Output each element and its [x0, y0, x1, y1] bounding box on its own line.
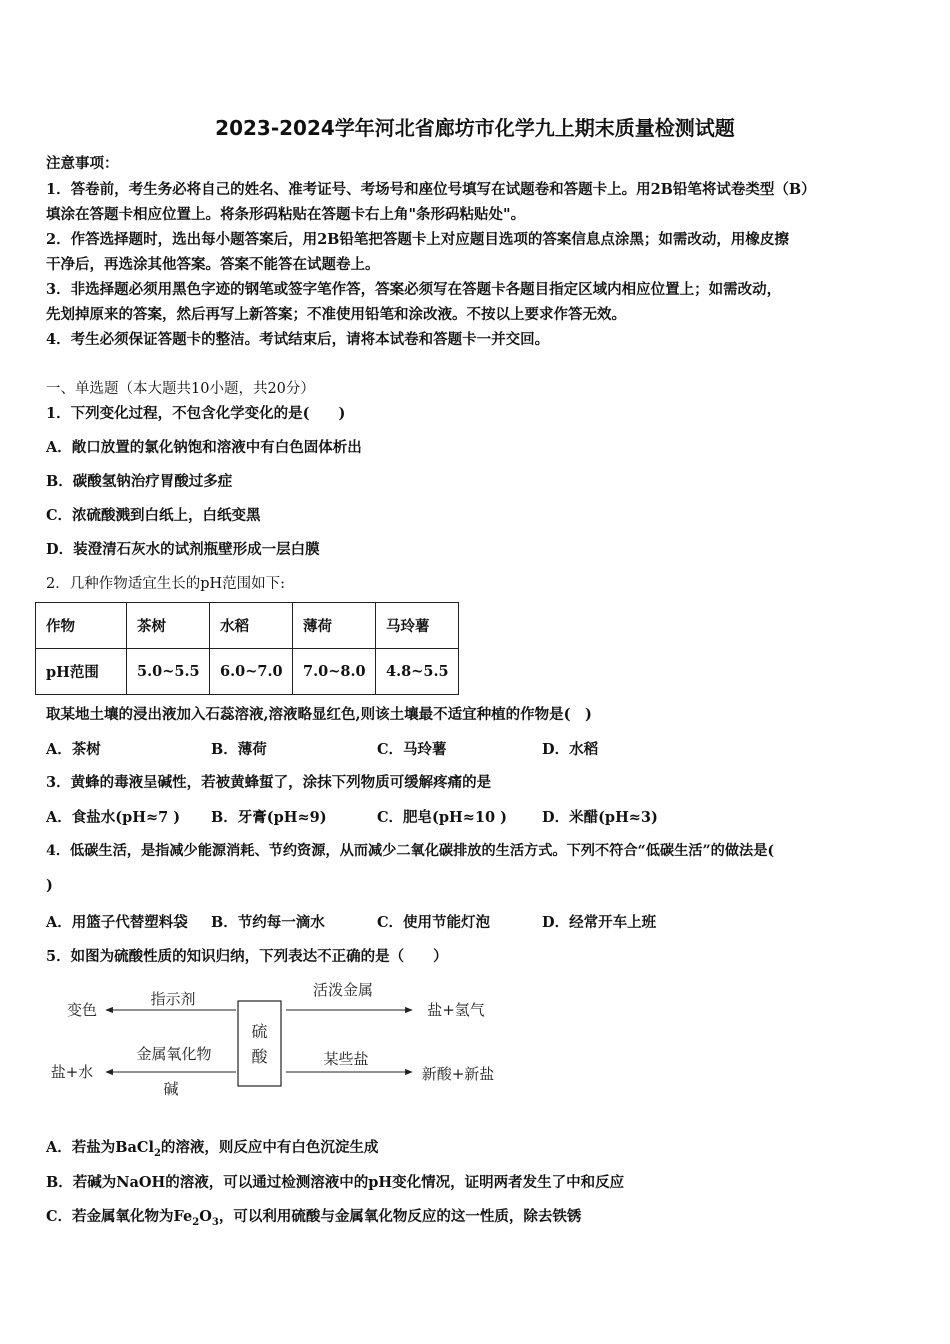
q3-option-b: B．牙膏(pH≈9)	[211, 809, 327, 826]
ph-table	[35, 602, 459, 695]
q1-option-a: A．敞口放置的氯化钠饱和溶液中有白色固体析出	[46, 439, 362, 456]
table-cell: 5.0~5.5	[127, 649, 210, 695]
result-color-change: 变色	[66, 1001, 98, 1019]
q5-option-c-text: O	[199, 1208, 212, 1225]
table-cell: 水稻	[210, 603, 293, 649]
q2-option-c: C．马玲薯	[377, 741, 447, 758]
q4-stem-end: )	[46, 877, 53, 894]
q1-stem: 1．下列变化过程，不包含化学变化的是( )	[46, 405, 346, 422]
table-cell: 6.0~7.0	[210, 649, 293, 695]
q4-option-c: C．使用节能灯泡	[377, 914, 491, 931]
q2-option-d: D．水稻	[542, 741, 599, 758]
notice-line: 3．非选择题必须用黑色字迹的钢笔或签字笔作答，答案必须写在答题卡各题目指定区域内相应位置上；如需改动，	[46, 281, 782, 298]
notice-line: 1．答卷前，考生务必将自己的姓名、准考证号、考场号和座位号填写在试题卷和答题卡上。用2B铅笔将试卷类型（B）	[46, 181, 816, 198]
center-char-2: 酸	[251, 1047, 268, 1066]
table-cell: 马玲薯	[376, 603, 459, 649]
result-salt-hydrogen: 盐+氢气	[427, 1001, 485, 1019]
q1-option-c: C．浓硫酸溅到白纸上，白纸变黑	[46, 507, 261, 524]
q3-stem: 3．黄蜂的毒液呈碱性，若被黄蜂蜇了，涂抹下列物质可缓解疼痛的是	[46, 774, 492, 791]
q2-option-a: A．茶树	[46, 741, 101, 758]
q5-option-c-text: ，可以利用硫酸与金属氧化物反应的这一性质，除去铁锈	[218, 1208, 582, 1225]
center-char-1: 硫	[251, 1022, 268, 1041]
q4-stem: 4．低碳生活，是指减少能源消耗、节约资源，从而减少二氧化碳排放的生活方式。下列不符合“低碳生活”的做法是(	[46, 843, 775, 859]
subscript: 3	[211, 1216, 219, 1228]
q5-option-a-text: 的溶液，则反应中有白色沉淀生成	[160, 1139, 379, 1156]
notice-line: 填涂在答题卡相应位置上。将条形码粘贴在答题卡右上角"条形码粘贴处"。	[46, 206, 526, 223]
section-heading: 一、单选题（本大题共10小题，共20分）	[46, 381, 315, 397]
subscript: 2	[153, 1147, 161, 1159]
label-base: 碱	[163, 1080, 179, 1098]
table-row	[36, 603, 459, 649]
center-box	[238, 1001, 281, 1086]
q3-option-a: A．食盐水(pH≈7 )	[46, 809, 181, 826]
q5-option-c	[46, 1205, 581, 1228]
label-metal-oxide: 金属氧化物	[136, 1045, 212, 1063]
q5-option-c-text: C．若金属氧化物为Fe	[46, 1208, 193, 1225]
result-salt-water: 盐+水	[50, 1063, 94, 1081]
q1-option-d: D．装澄清石灰水的试剂瓶壁形成一层白膜	[46, 541, 320, 558]
q3-option-d: D．米醋(pH≈3)	[542, 809, 658, 826]
q2-stem: 2．几种作物适宜生长的pH范围如下:	[46, 576, 286, 592]
q4-option-a: A．用篮子代替塑料袋	[46, 914, 188, 931]
q4-option-d: D．经常开车上班	[542, 914, 657, 931]
table-cell: 薄荷	[293, 603, 376, 649]
q3-option-c: C．肥皂(pH≈10 )	[377, 809, 507, 826]
notice-line: 先划掉原来的答案，然后再写上新答案；不准使用铅笔和涂改液。不按以上要求作答无效。	[46, 306, 626, 323]
label-indicator: 指示剂	[150, 990, 196, 1008]
q5-option-a	[46, 1136, 378, 1159]
label-active-metal: 活泼金属	[312, 981, 374, 999]
notice-line: 4．考生必须保证答题卡的整洁。考试结束后，请将本试卷和答题卡一并交回。	[46, 331, 550, 348]
q4-option-b: B．节约每一滴水	[211, 914, 325, 931]
table-cell: 茶树	[127, 603, 210, 649]
notice-line: 干净后，再选涂其他答案。答案不能答在试题卷上。	[46, 256, 380, 273]
sulfuric-acid-diagram	[40, 970, 520, 1105]
table-cell: 7.0~8.0	[293, 649, 376, 695]
q2-question: 取某地土壤的浸出液加入石蕊溶液,溶液略显红色,则该土壤最不适宜种植的作物是( )	[46, 706, 592, 723]
q5-option-a-text: A．若盐为BaCl	[46, 1139, 154, 1156]
table-cell: pH范围	[36, 649, 127, 695]
page-title: 2023-2024学年河北省廊坊市化学九上期末质量检测试题	[215, 116, 735, 140]
q5-stem: 5．如图为硫酸性质的知识归纳，下列表达不正确的是（ ）	[46, 948, 448, 965]
table-row	[36, 649, 459, 695]
label-some-salt: 某些盐	[323, 1050, 369, 1068]
q2-option-b: B．薄荷	[211, 741, 267, 758]
notice-heading: 注意事项：	[46, 155, 119, 172]
result-new-acid-salt: 新酸+新盐	[421, 1065, 495, 1083]
q1-option-b: B．碳酸氢钠治疗胃酸过多症	[46, 473, 233, 490]
subscript: 2	[192, 1216, 200, 1228]
table-cell: 作物	[36, 603, 127, 649]
table-cell: 4.8~5.5	[376, 649, 459, 695]
notice-line: 2．作答选择题时，选出每小题答案后，用2B铅笔把答题卡上对应题目选项的答案信息点涂黑；如需改动，用橡皮擦	[46, 231, 789, 248]
q5-option-b: B．若碱为NaOH的溶液，可以通过检测溶液中的pH变化情况，证明两者发生了中和反应	[46, 1174, 625, 1191]
